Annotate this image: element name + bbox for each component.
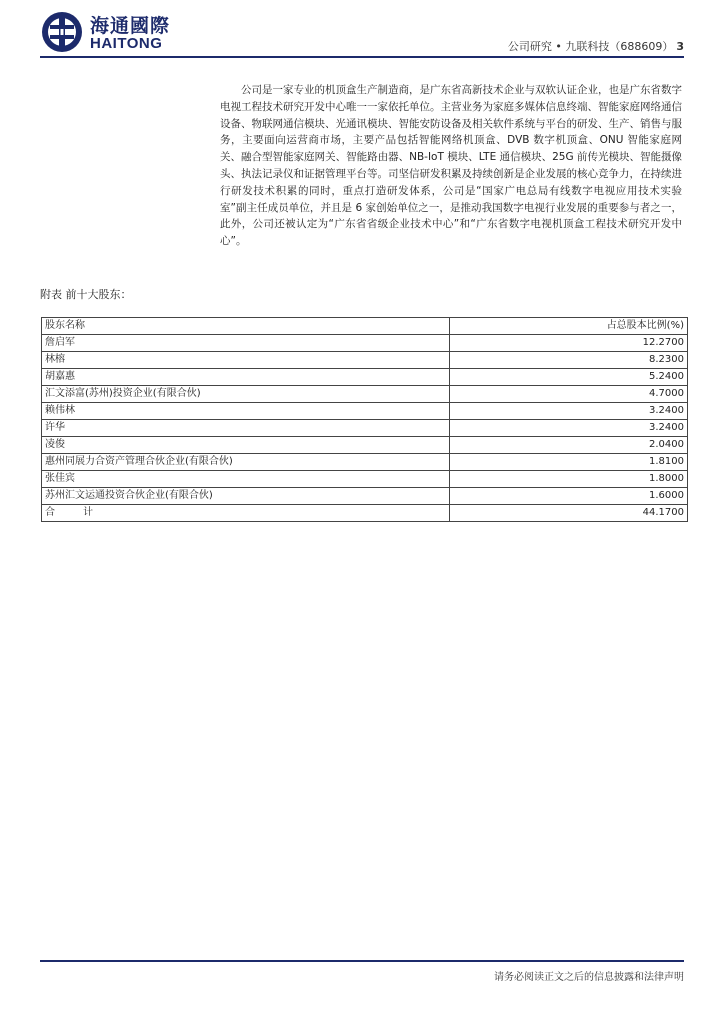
report-label: 公司研究 • 九联科技（688609） <box>507 40 674 53</box>
shareholder-name: 凌俊 <box>42 437 450 454</box>
column-header-name: 股东名称 <box>42 318 450 335</box>
shareholder-ratio: 3.2400 <box>450 420 688 437</box>
table-row <box>42 420 688 437</box>
footer-divider <box>40 960 684 962</box>
shareholder-name: 赖伟林 <box>42 403 450 420</box>
haitong-logo-icon <box>40 10 84 54</box>
shareholder-name: 张佳宾 <box>42 471 450 488</box>
table-total-row <box>42 505 688 522</box>
page-number: 3 <box>676 40 684 53</box>
page-header <box>0 0 724 60</box>
shareholder-ratio: 2.0400 <box>450 437 688 454</box>
total-ratio: 44.1700 <box>450 505 688 522</box>
table-row <box>42 437 688 454</box>
shareholder-ratio: 3.2400 <box>450 403 688 420</box>
table-row <box>42 335 688 352</box>
footer-disclaimer: 请务必阅读正文之后的信息披露和法律声明 <box>494 972 684 983</box>
shareholder-name: 詹启军 <box>42 335 450 352</box>
logo-english-text: HAITONG <box>90 35 163 52</box>
table-header-row <box>42 318 688 335</box>
shareholder-name: 林榕 <box>42 352 450 369</box>
column-header-ratio: 占总股本比例(%) <box>450 318 688 335</box>
shareholder-ratio: 5.2400 <box>450 369 688 386</box>
table-row <box>42 386 688 403</box>
table-title: 附表 前十大股东： <box>40 288 132 301</box>
shareholder-name: 许华 <box>42 420 450 437</box>
shareholder-ratio: 1.6000 <box>450 488 688 505</box>
table-row <box>42 403 688 420</box>
shareholder-ratio: 1.8000 <box>450 471 688 488</box>
table-row <box>42 369 688 386</box>
table-row <box>42 454 688 471</box>
logo-chinese-text: 海通國際 <box>90 15 171 37</box>
header-divider <box>40 56 684 58</box>
table-row <box>42 488 688 505</box>
shareholder-ratio: 4.7000 <box>450 386 688 403</box>
table-row <box>42 471 688 488</box>
header-report-info <box>508 38 684 54</box>
shareholder-ratio: 8.2300 <box>450 352 688 369</box>
shareholder-name: 汇文添富(苏州)投资企业(有限合伙) <box>42 386 450 403</box>
table-row <box>42 352 688 369</box>
shareholder-name: 惠州同展力合资产管理合伙企业(有限合伙) <box>42 454 450 471</box>
shareholder-ratio: 12.2700 <box>450 335 688 352</box>
shareholder-ratio: 1.8100 <box>450 454 688 471</box>
shareholder-name: 胡嘉惠 <box>42 369 450 386</box>
company-intro-paragraph: 公司是一家专业的机顶盒生产制造商，是广东省高新技术企业与双软认证企业，也是广东省数字电视工程技术研究开发中心唯一一家依托单位。主营业务为家庭多媒体信息终端、智能家庭网络通信设备、物联网通信模块、光通讯模块、智能安防设备及相关软件系统与平台的研发、生产、销售与服务，主要面向运营商市场，主要产品包括智能网络机顶盒、DVB 数字机顶盒、ONU 智能家庭网关、融合型智能家庭网关、智能路由器、NB-IoT 模块、LTE 通信模块、25G 前传光模块、智能摄像头、执法记录仪和证据管理平台等。司坚信研发积累及持续创新是企业发展的核心竞争力，在持续进行研发技术积累的同时，重点打造研发体系，公司是“国家广电总局有线数字电视应用技术实验室”副主任成员单位，并且是 6 家创始单位之一，是推动我国数字电视行业发展的重要参与者之一，此外，公司还被认定为“广东省省级企业技术中心”和“广东省数字电视机顶盒工程技术研究开发中心”。 <box>220 84 682 248</box>
total-label: 合计 <box>42 505 450 522</box>
shareholder-name: 苏州汇文运通投资合伙企业(有限合伙) <box>42 488 450 505</box>
top-ten-shareholders-table <box>41 317 688 522</box>
haitong-logo <box>40 10 200 54</box>
